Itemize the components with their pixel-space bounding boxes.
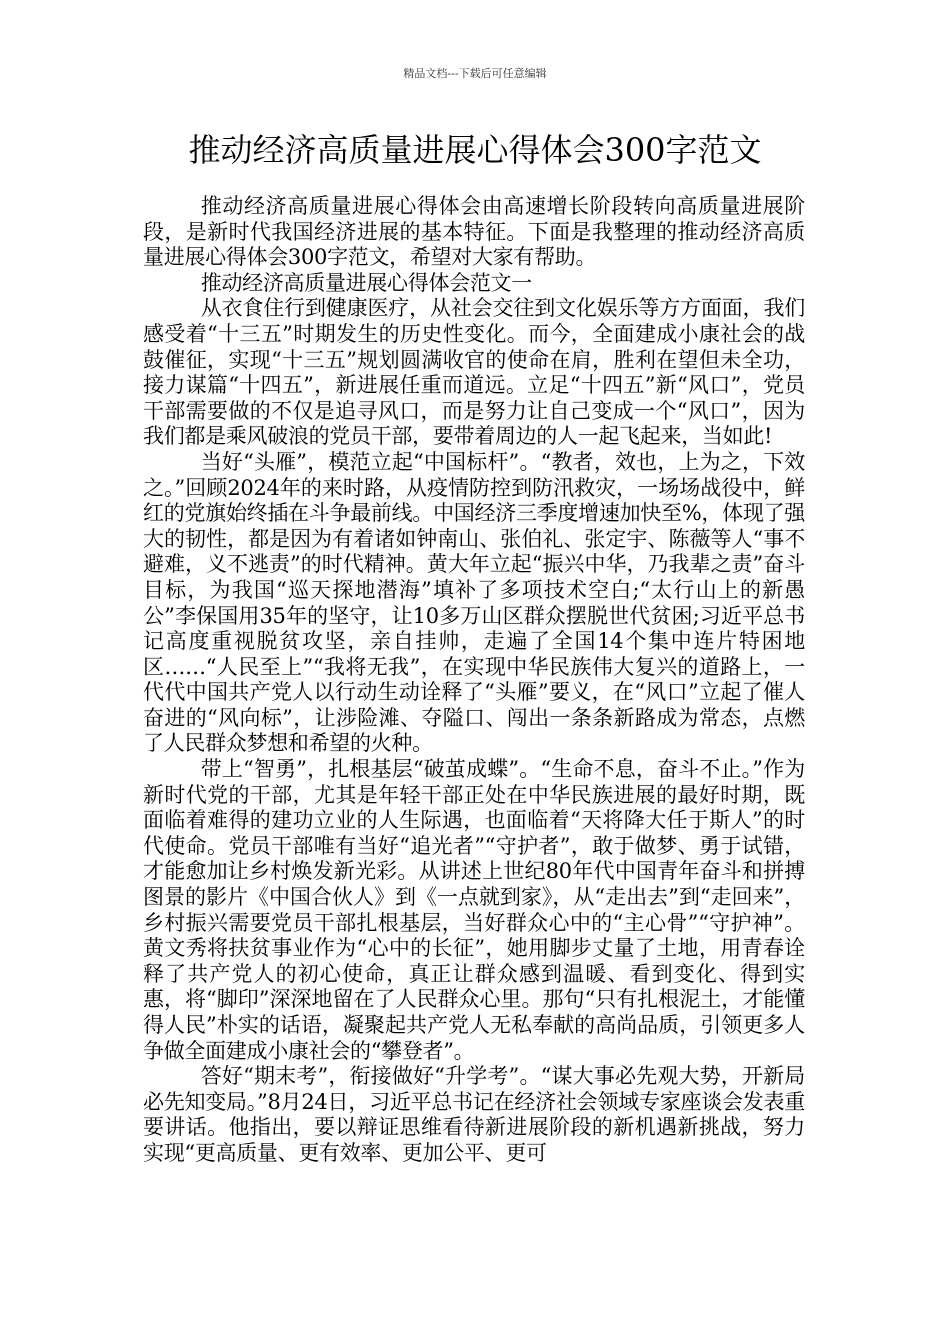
document-title: 推动经济高质量进展心得体会300字范文 [188,131,762,169]
paragraph-intro: 推动经济高质量进展心得体会由高速增长阶段转向高质量进展阶段，是新时代我国经济进展的基本特征。下面是我整理的推动经济高质量进展心得体会300字范文，希望对大家有帮助。 [143,194,805,270]
paragraph: 答好“期末考”，衔接做好“升学考”。“谋大事必先观大势，开新局必先知变局。”8月24日，习近平总书记在经济社会领域专家座谈会发表重要讲话。他指出，要以辩证思维看待新进展阶段的新机遇新挑战，努力实现“更高质量、更有效率、更加公平、更可 [143,1064,805,1165]
paragraph: 从衣食住行到健康医疗，从社会交往到文化娱乐等方方面面，我们感受着“十三五”时期发生的历史性变化。而今，全面建成小康社会的战鼓催征，实现“十三五”规划圆满收官的使命在肩，胜利在望但未全功，接力谋篇“十四五”，新进展任重而道远。立足“十四五”新“风口”，党员干部需要做的不仅是追寻风口，而是努力让自己变成一个“风口”，因为我们都是乘风破浪的党员干部，要带着周边的人一起飞起来，当如此! [143,296,805,449]
paragraph: 当好“头雁”，模范立起“中国标杆”。“教者，效也，上为之，下效之。”回顾2024年的来时路，从疫情防控到防汛救灾，一场场战役中，鲜红的党旗始终插在斗争最前线。中国经济三季度增速加快至%，体现了强大的韧性，都是因为有着诸如钟南山、张伯礼、张定宇、陈薇等人“事不避难，义不逃责”的时代精神。黄大年立起“振兴中华，乃我辈之责”奋斗目标，为我国“巡天探地潜海”填补了多项技术空白;“太行山上的新愚公”李保国用35年的坚守，让10多万山区群众摆脱世代贫困;习近平总书记高度重视脱贫攻坚，亲自挂帅，走遍了全国14个集中连片特困地区……“人民至上”“我将无我”，在实现中华民族伟大复兴的道路上，一代代中国共产党人以行动生动诠释了“头雁”要义，在“风口”立起了催人奋进的“风向标”，让涉险滩、夺隘口、闯出一条条新路成为常态，点燃了人民群众梦想和希望的火种。 [143,449,805,756]
paragraph: 带上“智勇”，扎根基层“破茧成蝶”。“生命不息，奋斗不止。”作为新时代党的干部，尤其是年轻干部正处在中华民族进展的最好时期，既面临着难得的建功立业的人生际遇，也面临着“天将降大任于斯人”的时代使命。党员干部唯有当好“追光者”“守护者”，敢于做梦、勇于试错，才能愈加让乡村焕发新光彩。从讲述上世纪80年代中国青年奋斗和拼搏图景的影片《中国合伙人》到《一点就到家》，从“走出去”到“走回来”，乡村振兴需要党员干部扎根基层，当好群众心中的“主心骨”“守护神”。黄文秀将扶贫事业作为“心中的长征”，她用脚步丈量了土地，用青春诠释了共产党人的初心使命，真正让群众感到温暖、看到变化、得到实惠，将“脚印”深深地留在了人民群众心里。那句“只有扎根泥土，才能懂得人民”朴实的话语，凝聚起共产党人无私奉献的高尚品质，引领更多人争做全面建成小康社会的“攀登者”。 [143,757,805,1063]
paragraph-section-heading: 推动经济高质量进展心得体会范文一 [200,270,532,295]
document-body [143,194,805,1167]
header-note: 精品文档---下载后可任意编辑 [403,67,547,80]
